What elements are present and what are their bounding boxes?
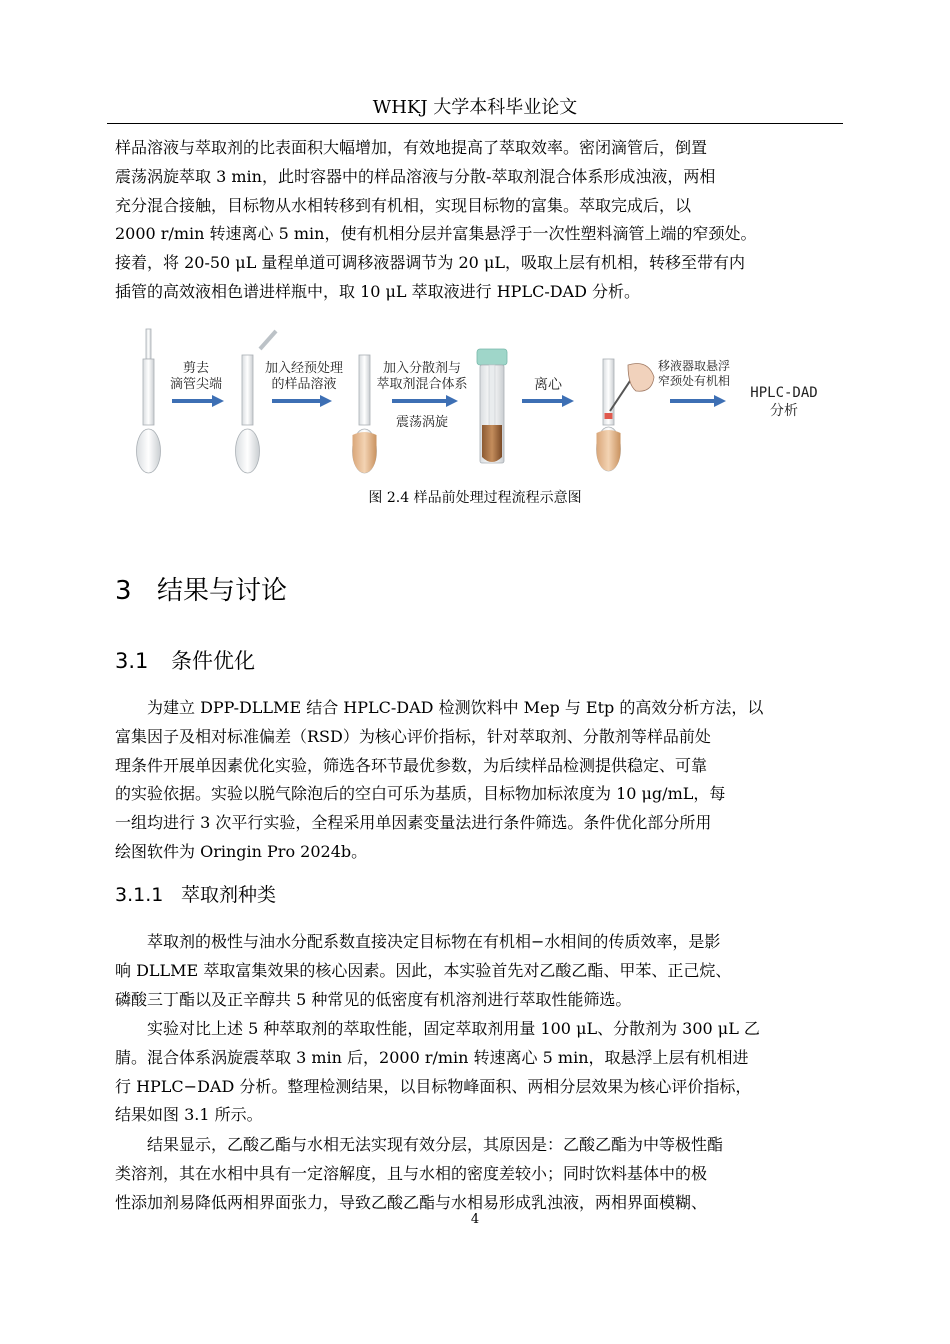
text-line: 类溶剂，其在水相中具有一定溶解度，且与水相的密度差较小；同时饮料基体中的极 (115, 1163, 708, 1183)
subsection-title: 条件优化 (171, 649, 255, 673)
text-line: 插管的高效液相色谱进样瓶中，取 10 μL 萃取液进行 HPLC-DAD 分析。 (115, 281, 641, 301)
text-line: 结果如图 3.1 所示。 (115, 1105, 263, 1125)
step3-sublabel: 震荡涡旋 (395, 415, 449, 430)
flowchart-figure (128, 325, 828, 475)
step4-label: 离心 (534, 377, 562, 393)
subsection-number: 3.1 (115, 649, 149, 673)
step1-label-1: 剪去 (182, 361, 210, 376)
section-heading (115, 570, 287, 607)
centrifuge-tube-icon (477, 349, 507, 463)
page-header (107, 94, 843, 124)
pipetting-icon (597, 359, 655, 471)
text-line: 的实验依据。实验以脱气除泡后的空白可乐为基质，目标物加标浓度为 10 μg/mL，每 (115, 784, 726, 804)
text-line: 2000 r/min 转速离心 5 min，使有机相分层并富集悬浮于一次性塑料滴管上端的窄颈处。 (115, 224, 757, 244)
text-line: 接着，将 20-50 μL 量程单道可调移液器调节为 20 μL，吸取上层有机相，转移至带有内 (115, 253, 745, 273)
text-line: 样品溶液与萃取剂的比表面积大幅增加，有效地提高了萃取效率。密闭滴管后，倒置 (115, 138, 708, 157)
dropper-icon (137, 329, 161, 473)
subsubsection-title: 萃取剂种类 (181, 884, 277, 906)
paragraph-extractant (115, 928, 843, 1014)
arrow-right-icon (172, 395, 224, 407)
arrow-right-icon (522, 395, 574, 407)
step3-label-2: 萃取剂混合体系 (376, 377, 468, 392)
header-title: WHKJ 大学本科毕业论文 (372, 97, 578, 118)
arrow-right-icon (670, 395, 726, 407)
text-line: 性添加剂易降低两相界面张力，导致乙酸乙酯与水相易形成乳浊液，两相界面模糊、 (115, 1192, 708, 1212)
text-line: 萃取剂的极性与油水分配系数直接决定目标物在有机相−水相间的传质效率，是影 (115, 932, 721, 951)
paragraph-intro (115, 134, 843, 307)
text-line: 为建立 DPP-DLLME 结合 HPLC-DAD 检测饮料中 Mep 与 Etp 的高效分析方法，以 (115, 698, 764, 717)
step6-label-1: HPLC-DAD (750, 385, 818, 401)
step3-label-1: 加入分散剂与 (382, 361, 462, 376)
text-line: 行 HPLC−DAD 分析。整理检测结果，以目标物峰面积、两相分层效果为核心评价指标， (115, 1076, 752, 1096)
step2-label-1: 加入经预处理 (264, 361, 344, 376)
paragraph-results (115, 1131, 843, 1217)
section-number: 3 (115, 576, 132, 606)
text-line: 震荡涡旋萃取 3 min，此时容器中的样品溶液与分散-萃取剂混合体系形成浊液，两相 (115, 166, 716, 186)
step2-label-2: 的样品溶液 (271, 377, 337, 392)
paragraph-experiment (115, 1015, 843, 1130)
arrow-right-icon (392, 395, 458, 407)
text-line: 充分混合接触，目标物从水相转移到有机相，实现目标物的富集。萃取完成后，以 (115, 195, 692, 215)
section-title: 结果与讨论 (157, 576, 288, 606)
cut-dropper-icon (236, 331, 277, 473)
step5-label-2: 窄颈处有机相 (657, 374, 731, 388)
page-number: 4 (470, 1212, 480, 1227)
text-line: 富集因子及相对标准偏差（RSD）为核心评价指标，针对萃取剂、分散剂等样品前处 (115, 726, 711, 746)
subsubsection-number: 3.1.1 (115, 884, 164, 906)
text-line: 理条件开展单因素优化实验，筛选各环节最优参数，为后续样品检测提供稳定、可靠 (115, 755, 708, 775)
text-line: 磷酸三丁酯以及正辛醇共 5 种常见的低密度有机溶剂进行萃取性能筛选。 (115, 989, 632, 1009)
step1-label-2: 滴管尖端 (169, 377, 223, 392)
text-line: 腈。混合体系涡旋震萃取 3 min 后，2000 r/min 转速离心 5 min，取悬浮上层有机相进 (115, 1047, 749, 1067)
text-line: 结果显示，乙酸乙酯与水相无法实现有效分层，其原因是：乙酸乙酯为中等极性酯 (115, 1135, 724, 1154)
text-line: 绘图软件为 Oringin Pro 2024b。 (115, 841, 368, 861)
subsection-heading (115, 645, 255, 675)
subsubsection-heading (115, 880, 276, 907)
figure-caption: 图 2.4 样品前处理过程流程示意图 (368, 490, 582, 506)
text-line: 实验对比上述 5 种萃取剂的萃取性能，固定萃取剂用量 100 μL、分散剂为 300 μL 乙 (115, 1019, 760, 1038)
paragraph-optimization (115, 694, 843, 867)
text-line: 一组均进行 3 次平行实验，全程采用单因素变量法进行条件筛选。条件优化部分所用 (115, 813, 712, 833)
step6-label-2: 分析 (770, 403, 798, 419)
step5-label-1: 移液器取悬浮 (657, 359, 731, 373)
arrow-right-icon (272, 395, 332, 407)
dropper-sample-icon (353, 355, 377, 473)
text-line: 响 DLLME 萃取富集效果的核心因素。因此，本实验首先对乙酸乙酯、甲苯、正己烷、 (115, 960, 732, 980)
